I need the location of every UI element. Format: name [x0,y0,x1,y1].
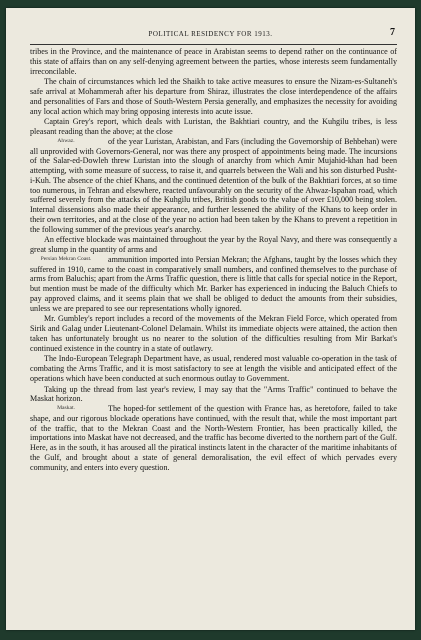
paragraph-maskat [30,404,397,472]
paragraph-gumbley-report: Mr. Gumbley's report includes a record of the movements of the Mekran Field Force, which operated from Sirik and Galag under Lieutenant-Colonel Delamain. Whilst its immediate objects were attained, the action then taken has unfortunately brought us no nearer to the solution of the difficulties resulting from Mir Barkat's continued existence in the country in a state of outlawry. [30,314,397,353]
paragraph-tribes-continuation: tribes in the Province, and the maintenance of peace in Arabistan seems to depend rather on the continuance of this state of affairs than on any self-denying agreement between the parties, whose interests seem fundamentally irreconcilable. [30,47,397,76]
paragraph-maskat-body: The hoped-for settlement of the question with France has, as heretofore, failed to take shape, and our rigorous blockade operations have continued, with the result that, while the most important part of the traffic, that to the Mekran Coast and the North-Western Frontier, has been practically killed, the importations into Maskat have not decreased, and the traffic has become diverted to the northern part of the Gulf. Here, as in the south, it has aroused all the piratical instincts latent in the character of the maritime inhabitants of the Gulf, and brought about a state of general demoralisation, the evil effect of which pervades every community, and enters into every question. [30,404,397,472]
paragraph-maskat-intro: Taking up the thread from last year's review, I may say that the "Arms Traffic" continued to behave the Maskat horizon. [30,384,397,404]
paragraph-chain-of-circumstances: The chain of circumstances which led the Shaikh to take active measures to ensure the Nizam-es-Sultaneh's safe arrival at Mohammerah after his departure from Shiraz, illustrates the close interdependence of the affairs and personalities of Fars and those of South-Western Persia generally, and emphasizes the necessity for avoiding any local action which may bring opposing interests into acute issue. [30,77,397,116]
paragraph-blockade-body: ammunition imported into Persian Mekran; the Afghans, taught by the losses which they suffered in 1910, came to the coast in comparatively small numbers, and confined themselves to the purchase of arms from Baluchis; apart from the Arms Traffic question, there is little that calls for special notice in the Report, but mention must be made of the difficulty which Mr. Barker has experienced in inducing the Baluch Chiefs to pay approved claims, and it seems plain that we shall be obliged to deduct the amounts from their subsidies, unless we are prepared to see our representations wholly ignored. [30,254,397,313]
body-text [30,47,397,472]
header-rule [30,44,397,45]
paragraph-telegraph-department: The Indo-European Telegraph Department have, as usual, rendered most valuable co-operation in the task of combating the Arms Traffic, and it is most satisfactory to see at length the visible and anticipated effect of the operations which have been conducted at such enormous outlay to Government. [30,354,397,383]
margin-note-ahwaz: Ahwaz. [57,137,75,144]
paragraph-blockade [30,255,397,314]
margin-note-persian-mekran-coast: Persian Mekran Coast. [40,255,92,262]
margin-note-maskat: Maskat. [57,405,75,411]
paragraph-captain-grey-intro: Captain Grey's report, which deals with Luristan, the Bakhtiari country, and the Kuhgilu tribes, is less pleasant reading than the above; at the close [30,117,397,136]
paragraph-captain-grey [30,137,397,235]
paragraph-blockade-intro: An effective blockade was maintained throughout the year by the Royal Navy, and there was consequently a great slump in the quantity of arms and [30,235,397,254]
page-number: 7 [390,27,395,38]
paragraph-captain-grey-body: of the year Luristan, Arabistan, and Fars (including the Governorship of Behbehan) were all unprovided with Governors-General, nor was there any prospect of appointments being made. The incursions of the Salar-ed-Dowleh threw Luristan into the slough of anarchy from which Amir Mujahid-khan had been attempting, with some measure of success, to raise it, and quarrels between the Wali and his son disturbed Pusht-i-Kuh. The absence of the chief Khans, and the continued detention of the bulk of the Bakhtiari forces, at so time too numerous, in Tehran and elsewhere, reacted unfavourably on the security of the Ahwaz-Ispahan road, which suffered severely from the attacks of the Kuhgilu tribes, British goods to the value of over £10,000 being stolen. Internal dissensions also made their appearance, and further lessened the ability of the Khans to keep order in their own territories, and at the close of the year no action had been taken by the Khans to prevent a repetition in the following summer of the previous year's anarchy. [30,136,397,234]
running-head: POLITICAL RESIDENCY FOR 1913. [148,30,273,38]
document-page [6,8,415,630]
